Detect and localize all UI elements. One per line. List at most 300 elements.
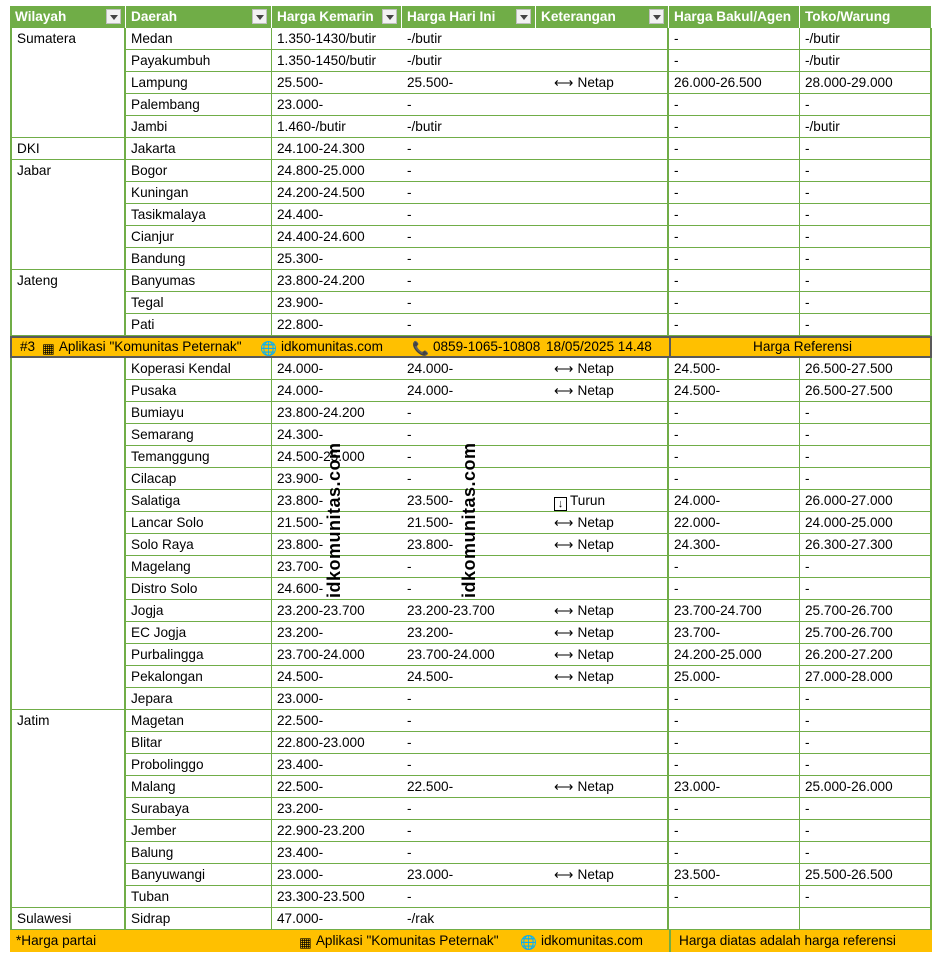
harga-bakul-cell: - [669, 556, 800, 578]
wilayah-cell [10, 754, 126, 776]
harga-kemarin-cell: 22.900-23.200 [272, 820, 402, 842]
harga-kemarin-cell: 23.800- [272, 534, 402, 556]
footer-bar [10, 930, 932, 952]
harga-bakul-cell: - [669, 820, 800, 842]
wilayah-cell [10, 534, 126, 556]
wilayah-cell [10, 644, 126, 666]
wilayah-cell [10, 446, 126, 468]
harga-bakul-cell: - [669, 468, 800, 490]
daerah-cell: Probolinggo [126, 754, 272, 776]
toko-warung-cell: - [800, 446, 932, 468]
table-row [10, 798, 932, 820]
table-row [10, 94, 932, 116]
harga-bakul-cell: 23.000- [669, 776, 800, 798]
daerah-cell: Lancar Solo [126, 512, 272, 534]
toko-warung-cell: - [800, 468, 932, 490]
harga-kemarin-cell: 23.000- [272, 864, 402, 886]
harga-hari-ini-cell: - [402, 468, 536, 490]
toko-warung-cell: - [800, 798, 932, 820]
column-header-harga-hari-ini: Harga Hari Ini [402, 6, 536, 28]
harga-bakul-cell: - [669, 94, 800, 116]
keterangan-cell: ⟷ Netap [536, 776, 669, 798]
toko-warung-cell: - [800, 754, 932, 776]
table-row [10, 380, 932, 402]
harga-hari-ini-cell: - [402, 842, 536, 864]
daerah-cell: Salatiga [126, 490, 272, 512]
harga-hari-ini-cell: - [402, 798, 536, 820]
left-right-arrow-icon: ⟷ [554, 625, 574, 640]
wilayah-cell [10, 732, 126, 754]
keterangan-cell [536, 556, 669, 578]
toko-warung-cell: - [800, 182, 932, 204]
column-header-keterangan: Keterangan [536, 6, 669, 28]
table-row [10, 908, 932, 930]
daerah-cell: Tegal [126, 292, 272, 314]
wilayah-cell [10, 490, 126, 512]
keterangan-cell [536, 688, 669, 710]
toko-warung-cell: 28.000-29.000 [800, 72, 932, 94]
filter-dropdown-icon[interactable] [252, 9, 267, 24]
harga-kemarin-cell: 23.200-23.700 [272, 600, 402, 622]
daerah-cell: Banyuwangi [126, 864, 272, 886]
harga-kemarin-cell: 23.300-23.500 [272, 886, 402, 908]
harga-kemarin-cell: 22.800- [272, 314, 402, 336]
footer-site[interactable]: 🌐 idkomunitas.com [520, 930, 643, 954]
harga-bakul-cell [669, 908, 800, 930]
harga-bakul-cell: - [669, 798, 800, 820]
daerah-cell: Malang [126, 776, 272, 798]
harga-hari-ini-cell: - [402, 754, 536, 776]
harga-bakul-cell: 25.000- [669, 666, 800, 688]
harga-hari-ini-cell: - [402, 248, 536, 270]
footer-app: ▦ Aplikasi "Komunitas Peternak" [299, 930, 499, 954]
wilayah-cell [10, 820, 126, 842]
harga-kemarin-cell: 23.000- [272, 94, 402, 116]
harga-bakul-cell: 24.000- [669, 490, 800, 512]
toko-warung-cell: 26.000-27.000 [800, 490, 932, 512]
harga-kemarin-cell: 47.000- [272, 908, 402, 930]
wilayah-cell: Sulawesi [10, 908, 126, 930]
harga-kemarin-cell: 24.600- [272, 578, 402, 600]
daerah-cell: Surabaya [126, 798, 272, 820]
harga-kemarin-cell: 24.100-24.300 [272, 138, 402, 160]
harga-kemarin-cell: 23.200- [272, 622, 402, 644]
toko-warung-cell: 26.200-27.200 [800, 644, 932, 666]
banner-phone[interactable]: 📞 0859-1065-10808 [412, 339, 541, 356]
harga-bakul-cell: 24.300- [669, 534, 800, 556]
toko-warung-cell: - [800, 688, 932, 710]
table-row [10, 314, 932, 336]
wilayah-cell [10, 380, 126, 402]
harga-hari-ini-cell: - [402, 402, 536, 424]
wilayah-cell [10, 600, 126, 622]
filter-dropdown-icon[interactable] [106, 9, 121, 24]
harga-hari-ini-cell: 23.200-23.700 [402, 600, 536, 622]
toko-warung-cell: 25.500-26.500 [800, 864, 932, 886]
watermark-2: idkomunitas.com [459, 442, 479, 598]
wilayah-cell [10, 292, 126, 314]
toko-warung-cell: 27.000-28.000 [800, 666, 932, 688]
harga-bakul-cell: - [669, 270, 800, 292]
banner-site[interactable]: 🌐 idkomunitas.com [260, 339, 383, 356]
harga-bakul-cell: - [669, 754, 800, 776]
toko-warung-cell: -/butir [800, 50, 932, 72]
harga-hari-ini-cell: - [402, 710, 536, 732]
table-row [10, 864, 932, 886]
harga-kemarin-cell: 24.800-25.000 [272, 160, 402, 182]
column-header-wilayah: Wilayah [10, 6, 126, 28]
harga-hari-ini-cell: 24.500- [402, 666, 536, 688]
keterangan-cell [536, 270, 669, 292]
table-row [10, 116, 932, 138]
harga-bakul-cell: - [669, 424, 800, 446]
harga-hari-ini-cell: - [402, 886, 536, 908]
harga-hari-ini-cell: - [402, 292, 536, 314]
daerah-cell: Solo Raya [126, 534, 272, 556]
harga-kemarin-cell: 23.800-24.200 [272, 270, 402, 292]
harga-hari-ini-cell: - [402, 446, 536, 468]
daerah-cell: Jember [126, 820, 272, 842]
harga-kemarin-cell: 23.400- [272, 842, 402, 864]
toko-warung-cell: - [800, 292, 932, 314]
harga-hari-ini-cell: -/butir [402, 116, 536, 138]
table-row [10, 710, 932, 732]
down-arrow-icon: ↓ [554, 497, 567, 511]
harga-bakul-cell: - [669, 138, 800, 160]
wilayah-cell [10, 358, 126, 380]
harga-hari-ini-cell: 21.500- [402, 512, 536, 534]
table-row [10, 644, 932, 666]
harga-hari-ini-cell: - [402, 688, 536, 710]
keterangan-cell: ↓ Turun [536, 490, 669, 512]
harga-bakul-cell: - [669, 248, 800, 270]
harga-hari-ini-cell: 24.000- [402, 380, 536, 402]
wilayah-cell [10, 72, 126, 94]
harga-bakul-cell: - [669, 446, 800, 468]
toko-warung-cell: -/butir [800, 116, 932, 138]
harga-kemarin-cell: 25.300- [272, 248, 402, 270]
harga-bakul-cell: - [669, 50, 800, 72]
daerah-cell: Jakarta [126, 138, 272, 160]
daerah-cell: Magelang [126, 556, 272, 578]
wilayah-cell [10, 94, 126, 116]
toko-warung-cell: - [800, 710, 932, 732]
globe-icon: 🌐 [520, 935, 537, 950]
daerah-cell: Pekalongan [126, 666, 272, 688]
left-right-arrow-icon: ⟷ [554, 75, 574, 90]
column-header-harga-kemarin: Harga Kemarin [272, 6, 402, 28]
keterangan-cell [536, 842, 669, 864]
table-row [10, 886, 932, 908]
harga-hari-ini-cell: -/butir [402, 50, 536, 72]
harga-kemarin-cell: 24.500-25.000 [272, 446, 402, 468]
daerah-cell: Kuningan [126, 182, 272, 204]
toko-warung-cell: - [800, 94, 932, 116]
harga-bakul-cell: 26.000-26.500 [669, 72, 800, 94]
toko-warung-cell: - [800, 820, 932, 842]
keterangan-cell [536, 138, 669, 160]
harga-bakul-cell: - [669, 204, 800, 226]
harga-kemarin-cell: 24.300- [272, 424, 402, 446]
keterangan-cell: ⟷ Netap [536, 864, 669, 886]
harga-bakul-cell: - [669, 732, 800, 754]
keterangan-cell [536, 578, 669, 600]
harga-kemarin-cell: 23.700- [272, 556, 402, 578]
harga-hari-ini-cell: 22.500- [402, 776, 536, 798]
harga-hari-ini-cell: - [402, 556, 536, 578]
filter-dropdown-icon[interactable] [516, 9, 531, 24]
harga-bakul-cell: 24.500- [669, 380, 800, 402]
filter-dropdown-icon[interactable] [649, 9, 664, 24]
harga-kemarin-cell: 24.000- [272, 358, 402, 380]
left-right-arrow-icon: ⟷ [554, 361, 574, 376]
harga-bakul-cell: 22.000- [669, 512, 800, 534]
daerah-cell: Cianjur [126, 226, 272, 248]
wilayah-cell [10, 468, 126, 490]
daerah-cell: EC Jogja [126, 622, 272, 644]
toko-warung-cell: 25.700-26.700 [800, 600, 932, 622]
harga-kemarin-cell: 1.350-1450/butir [272, 50, 402, 72]
wilayah-cell [10, 776, 126, 798]
harga-bakul-cell: - [669, 182, 800, 204]
harga-kemarin-cell: 23.400- [272, 754, 402, 776]
daerah-cell: Medan [126, 28, 272, 50]
keterangan-cell [536, 292, 669, 314]
wilayah-cell [10, 864, 126, 886]
table-body-top [10, 28, 932, 336]
toko-warung-cell: - [800, 886, 932, 908]
left-right-arrow-icon: ⟷ [554, 867, 574, 882]
toko-warung-cell: - [800, 204, 932, 226]
keterangan-cell [536, 248, 669, 270]
harga-kemarin-cell: 23.700-24.000 [272, 644, 402, 666]
left-right-arrow-icon: ⟷ [554, 383, 574, 398]
keterangan-cell: ⟷ Netap [536, 622, 669, 644]
harga-bakul-cell: - [669, 116, 800, 138]
harga-bakul-cell: - [669, 314, 800, 336]
wilayah-cell [10, 226, 126, 248]
table-row [10, 732, 932, 754]
toko-warung-cell: - [800, 270, 932, 292]
daerah-cell: Pati [126, 314, 272, 336]
daerah-cell: Bumiayu [126, 402, 272, 424]
harga-kemarin-cell: 22.800-23.000 [272, 732, 402, 754]
table-row [10, 402, 932, 424]
harga-hari-ini-cell: 23.000- [402, 864, 536, 886]
harga-bakul-cell: - [669, 292, 800, 314]
daerah-cell: Distro Solo [126, 578, 272, 600]
table-row [10, 204, 932, 226]
keterangan-cell [536, 908, 669, 930]
table-row [10, 776, 932, 798]
phone-app-icon: ▦ [299, 935, 312, 950]
harga-bakul-cell: 23.700- [669, 622, 800, 644]
keterangan-cell [536, 182, 669, 204]
toko-warung-cell: - [800, 578, 932, 600]
wilayah-cell [10, 578, 126, 600]
table-row [10, 160, 932, 182]
daerah-cell: Balung [126, 842, 272, 864]
wilayah-cell [10, 886, 126, 908]
table-row [10, 50, 932, 72]
wilayah-cell [10, 512, 126, 534]
harga-hari-ini-cell: - [402, 732, 536, 754]
keterangan-cell [536, 798, 669, 820]
harga-kemarin-cell: 24.500- [272, 666, 402, 688]
harga-bakul-cell: - [669, 688, 800, 710]
wilayah-cell [10, 842, 126, 864]
wilayah-cell [10, 556, 126, 578]
harga-kemarin-cell: 1.460-/butir [272, 116, 402, 138]
left-right-arrow-icon: ⟷ [554, 669, 574, 684]
banner-app: ▦ Aplikasi "Komunitas Peternak" [42, 339, 242, 356]
wilayah-cell: Jatim [10, 710, 126, 732]
keterangan-cell [536, 732, 669, 754]
keterangan-cell [536, 402, 669, 424]
keterangan-cell [536, 204, 669, 226]
harga-bakul-cell: - [669, 226, 800, 248]
footer-note: *Harga partai [16, 933, 97, 948]
keterangan-cell [536, 468, 669, 490]
banner-date: 18/05/2025 14.48 [546, 339, 652, 354]
left-right-arrow-icon: ⟷ [554, 779, 574, 794]
wilayah-cell: Sumatera [10, 28, 126, 50]
daerah-cell: Jogja [126, 600, 272, 622]
wilayah-cell [10, 798, 126, 820]
daerah-cell: Magetan [126, 710, 272, 732]
toko-warung-cell: - [800, 226, 932, 248]
wilayah-cell [10, 688, 126, 710]
banner-ref: Harga Referensi [669, 338, 934, 356]
toko-warung-cell: -/butir [800, 28, 932, 50]
toko-warung-cell: 26.500-27.500 [800, 358, 932, 380]
table-row [10, 182, 932, 204]
harga-kemarin-cell: 23.200- [272, 798, 402, 820]
daerah-cell: Jambi [126, 116, 272, 138]
harga-hari-ini-cell: - [402, 160, 536, 182]
table-row [10, 28, 932, 50]
keterangan-cell [536, 28, 669, 50]
keterangan-cell: ⟷ Netap [536, 358, 669, 380]
left-right-arrow-icon: ⟷ [554, 515, 574, 530]
harga-bakul-cell: - [669, 28, 800, 50]
harga-kemarin-cell: 23.800- [272, 490, 402, 512]
harga-bakul-cell: - [669, 160, 800, 182]
phone-app-icon: ▦ [42, 341, 55, 356]
toko-warung-cell: - [800, 402, 932, 424]
harga-bakul-cell: - [669, 886, 800, 908]
harga-hari-ini-cell: - [402, 182, 536, 204]
keterangan-cell: ⟷ Netap [536, 644, 669, 666]
toko-warung-cell: 26.500-27.500 [800, 380, 932, 402]
harga-kemarin-cell: 23.900- [272, 292, 402, 314]
harga-bakul-cell: 23.700-24.700 [669, 600, 800, 622]
harga-hari-ini-cell: - [402, 226, 536, 248]
table-row [10, 754, 932, 776]
daerah-cell: Bandung [126, 248, 272, 270]
daerah-cell: Temanggung [126, 446, 272, 468]
table-row [10, 666, 932, 688]
harga-hari-ini-cell: - [402, 820, 536, 842]
daerah-cell: Bogor [126, 160, 272, 182]
keterangan-cell [536, 314, 669, 336]
toko-warung-cell: - [800, 314, 932, 336]
column-header-daerah: Daerah [126, 6, 272, 28]
daerah-cell: Tuban [126, 886, 272, 908]
table-row [10, 842, 932, 864]
keterangan-cell: ⟷ Netap [536, 600, 669, 622]
harga-hari-ini-cell: 23.500- [402, 490, 536, 512]
toko-warung-cell: 25.700-26.700 [800, 622, 932, 644]
wilayah-cell: DKI [10, 138, 126, 160]
wilayah-cell [10, 248, 126, 270]
harga-kemarin-cell: 23.800-24.200 [272, 402, 402, 424]
harga-bakul-cell: - [669, 710, 800, 732]
toko-warung-cell [800, 908, 932, 930]
harga-kemarin-cell: 24.400- [272, 204, 402, 226]
column-header-harga-bakul: Harga Bakul/Agen [669, 6, 800, 28]
daerah-cell: Palembang [126, 94, 272, 116]
toko-warung-cell: - [800, 732, 932, 754]
toko-warung-cell: - [800, 248, 932, 270]
harga-kemarin-cell: 24.400-24.600 [272, 226, 402, 248]
wilayah-cell [10, 204, 126, 226]
harga-kemarin-cell: 23.000- [272, 688, 402, 710]
keterangan-cell: ⟷ Netap [536, 534, 669, 556]
keterangan-cell [536, 160, 669, 182]
header-row [10, 6, 932, 28]
wilayah-cell [10, 622, 126, 644]
daerah-cell: Purbalingga [126, 644, 272, 666]
keterangan-cell [536, 424, 669, 446]
wilayah-cell [10, 424, 126, 446]
table-row [10, 292, 932, 314]
table-row [10, 226, 932, 248]
toko-warung-cell: - [800, 556, 932, 578]
harga-bakul-cell: - [669, 402, 800, 424]
wilayah-cell [10, 116, 126, 138]
filter-dropdown-icon[interactable] [382, 9, 397, 24]
daerah-cell: Payakumbuh [126, 50, 272, 72]
wilayah-cell: Jabar [10, 160, 126, 182]
table-row [10, 358, 932, 380]
harga-bakul-cell: 24.200-25.000 [669, 644, 800, 666]
toko-warung-cell: 24.000-25.000 [800, 512, 932, 534]
toko-warung-cell: - [800, 424, 932, 446]
wilayah-cell [10, 666, 126, 688]
keterangan-cell [536, 886, 669, 908]
daerah-cell: Tasikmalaya [126, 204, 272, 226]
keterangan-cell [536, 710, 669, 732]
harga-hari-ini-cell: - [402, 578, 536, 600]
harga-bakul-cell: 24.500- [669, 358, 800, 380]
table-row [10, 688, 932, 710]
daerah-cell: Koperasi Kendal [126, 358, 272, 380]
toko-warung-cell: 25.000-26.000 [800, 776, 932, 798]
wilayah-cell: Jateng [10, 270, 126, 292]
harga-hari-ini-cell: - [402, 270, 536, 292]
keterangan-cell: ⟷ Netap [536, 512, 669, 534]
daerah-cell: Jepara [126, 688, 272, 710]
left-right-arrow-icon: ⟷ [554, 603, 574, 618]
harga-kemarin-cell: 24.000- [272, 380, 402, 402]
harga-hari-ini-cell: - [402, 138, 536, 160]
toko-warung-cell: 26.300-27.300 [800, 534, 932, 556]
harga-kemarin-cell: 24.200-24.500 [272, 182, 402, 204]
harga-hari-ini-cell: - [402, 424, 536, 446]
keterangan-cell [536, 754, 669, 776]
daerah-cell: Blitar [126, 732, 272, 754]
